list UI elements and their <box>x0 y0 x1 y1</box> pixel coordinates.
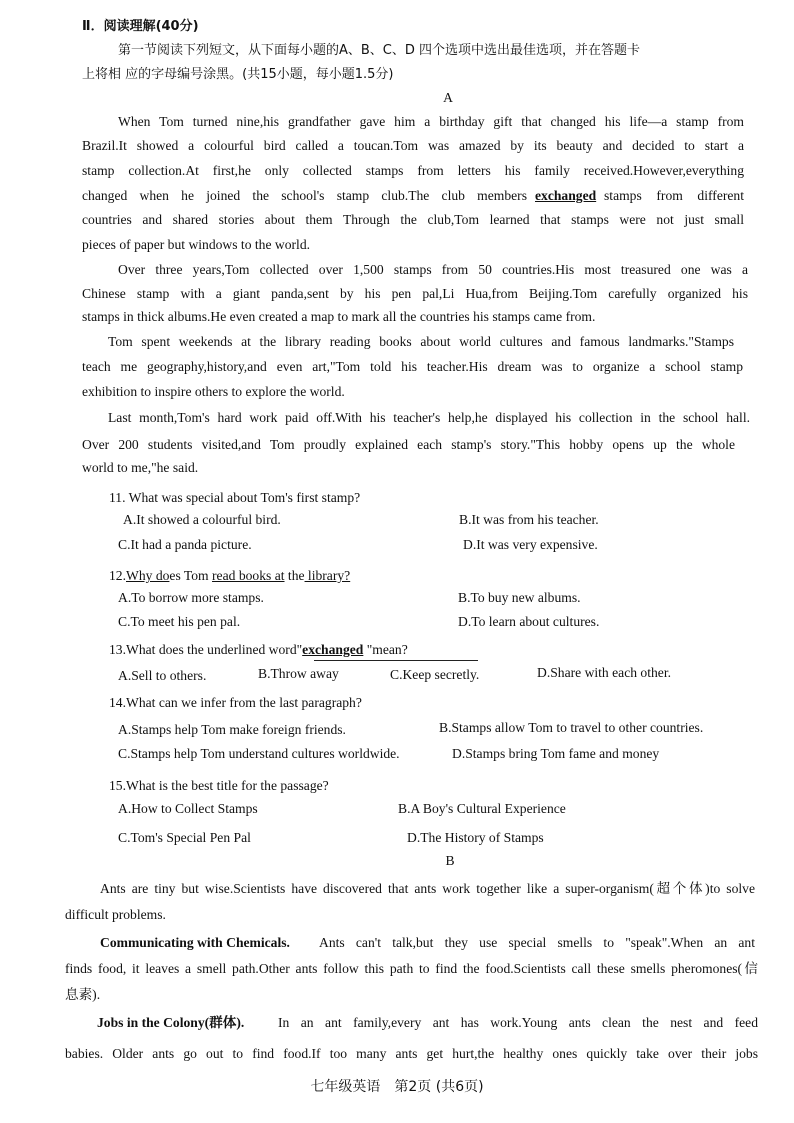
option-text: B.Throw <box>258 666 311 681</box>
question-12-option-a: A.To borrow more stamps. <box>118 590 264 605</box>
question-13-option-c: C.Keep secretly. <box>390 667 480 682</box>
passage-a-p1-line: countries and shared stories about them Through the club,Tom learned that stamps were not just small <box>82 212 744 227</box>
passage-text: changed when he joined the school's stamp club.The club members <box>82 188 527 203</box>
underlined-word-exchanged: exchanged <box>535 188 597 203</box>
instructions-line-1: 第一节阅读下列短文，从下面每小题的A、B、C、D 四个选项中选出最佳选项，并在答题卡 <box>118 43 641 58</box>
question-15-stem: 15.What is the best title for the passage? <box>109 778 329 793</box>
question-15-option-d: D.The History of Stamps <box>407 830 544 845</box>
overline-rule <box>314 660 478 661</box>
passage-b-p1-line: difficult problems. <box>65 907 166 922</box>
question-15-option-c: C.Tom's Special Pen Pal <box>118 830 251 845</box>
passage-a-p3-line: teach me geography,history,and even art,"Tom told his teacher.His dream was to organize a school stamp <box>82 359 743 374</box>
passage-a-p4-line: Over 200 students visited,and Tom proudly explained each stamp's story."This hobby opens up the whole <box>82 437 735 452</box>
page-footer: 七年级英语 第2页 (共6页) <box>310 1079 484 1095</box>
question-13-option-b <box>258 665 339 683</box>
stem-text: the <box>284 568 305 583</box>
passage-a-p3-line: exhibition to inspire others to explore the world. <box>82 384 345 399</box>
question-15-option-b: B.A Boy's Cultural Experience <box>398 801 566 816</box>
passage-a-p1-line: When Tom turned nine,his grandfather gave him a birthday gift that changed his life—a stamp from <box>118 114 744 129</box>
subheading-communicating: Communicating with Chemicals. <box>100 935 290 950</box>
question-14-option-b: B.Stamps allow Tom to travel to other countries. <box>439 720 704 735</box>
question-12-option-c: C.To meet his pen pal. <box>118 614 241 629</box>
passage-b-letter: B <box>445 853 455 868</box>
stem-text: es Tom <box>169 568 213 583</box>
question-14-option-c: C.Stamps help Tom understand cultures worldwide. <box>118 746 400 761</box>
question-11-option-c: C.It had a panda picture. <box>118 537 252 552</box>
question-13-stem <box>109 641 408 659</box>
section-heading: Ⅱ．阅读理解(40分) <box>82 19 199 34</box>
underlined-text: Why do <box>126 568 170 583</box>
passage-text: stamps from different <box>604 188 744 203</box>
passage-a-p2-line: Over three years,Tom collected over 1,500 stamps from 50 countries.His most treasured one was a <box>118 262 748 277</box>
passage-b-p3-line <box>97 1014 758 1032</box>
question-12-option-b: B.To buy new albums. <box>458 590 581 605</box>
passage-b-p3-line: babies. Older ants go out to find food.If too many ants get hurt,the healthy ones quickly take over their jobs <box>65 1046 758 1061</box>
underlined-text: library? <box>304 568 351 583</box>
passage-a-p3-line: Tom spent weekends at the library reading books about world cultures and famous landmarks."Stamps <box>108 334 734 349</box>
passage-a-p4-line: Last month,Tom's hard work paid off.With his teacher's help,he displayed his collection in the school hall. <box>108 410 750 425</box>
passage-b-p1-line: Ants are tiny but wise.Scientists have discovered that ants work together like a super-organism(超个体)to solve <box>100 881 755 896</box>
passage-a-p1-line: Brazil.It showed a colourful bird called a toucan.Tom was amazed by its beauty and decided to start a <box>82 138 744 153</box>
question-11-option-d: D.It was very expensive. <box>463 537 598 552</box>
passage-a-letter: A <box>443 90 453 105</box>
stem-text: 13.What does the underlined word" <box>109 642 303 657</box>
question-number: 12. <box>109 568 126 583</box>
passage-text: In an ant family,every ant has work.Young ants clean the nest and feed <box>278 1015 758 1030</box>
question-11-stem: 11. What was special about Tom's first stamp? <box>109 490 361 505</box>
question-14-option-a: A.Stamps help Tom make foreign friends. <box>118 722 346 737</box>
subheading-jobs: Jobs in the Colony(群体). <box>97 1015 245 1030</box>
passage-a-p4-line: world to me,"he said. <box>82 460 199 475</box>
passage-b-p2-line: finds food, it leaves a smell path.Other ants follow this path to find the food.Scientists call these smells pheromones(信 <box>65 961 758 976</box>
underlined-text: read books at <box>212 568 285 583</box>
question-11-option-b: B.It was from his teacher. <box>459 512 599 527</box>
underlined-word-exchanged: exchanged <box>302 642 364 657</box>
passage-a-p1-line <box>82 187 744 205</box>
question-13-option-d: D.Share with each other. <box>537 665 672 680</box>
question-12-stem <box>109 567 350 585</box>
passage-a-p2-line: Chinese stamp with a giant panda,sent by his pen pal,Li Hua,from Beijing.Tom carefully organized his <box>82 286 748 301</box>
question-12-option-d: D.To learn about cultures. <box>458 614 600 629</box>
option-text: away <box>310 666 339 681</box>
question-11-option-a: A.It showed a colourful bird. <box>123 512 281 527</box>
question-15-option-a: A.How to Collect Stamps <box>118 801 258 816</box>
stem-text: "mean? <box>363 642 408 657</box>
passage-a-p2-line: stamps in thick albums.He even created a map to mark all the countries his stamps came from. <box>82 309 596 324</box>
passage-a-p1-line: stamp collection.At first,he only collected stamps from letters his family received.However,everything <box>82 163 744 178</box>
question-14-option-d: D.Stamps bring Tom fame and money <box>452 746 660 761</box>
passage-a-p1-line: pieces of paper but windows to the world. <box>82 237 311 252</box>
instructions-line-2: 上将相 应的字母编号涂黑。(共15小题，每小题1.5分) <box>82 67 394 82</box>
passage-b-p2-line: 息素). <box>65 987 101 1002</box>
passage-b-p2-line <box>100 934 755 952</box>
question-14-stem: 14.What can we infer from the last paragraph? <box>109 695 362 710</box>
question-13-option-a: A.Sell to others. <box>118 668 207 683</box>
passage-text: Ants can't talk,but they use special smells to "speak".When an ant <box>319 935 755 950</box>
